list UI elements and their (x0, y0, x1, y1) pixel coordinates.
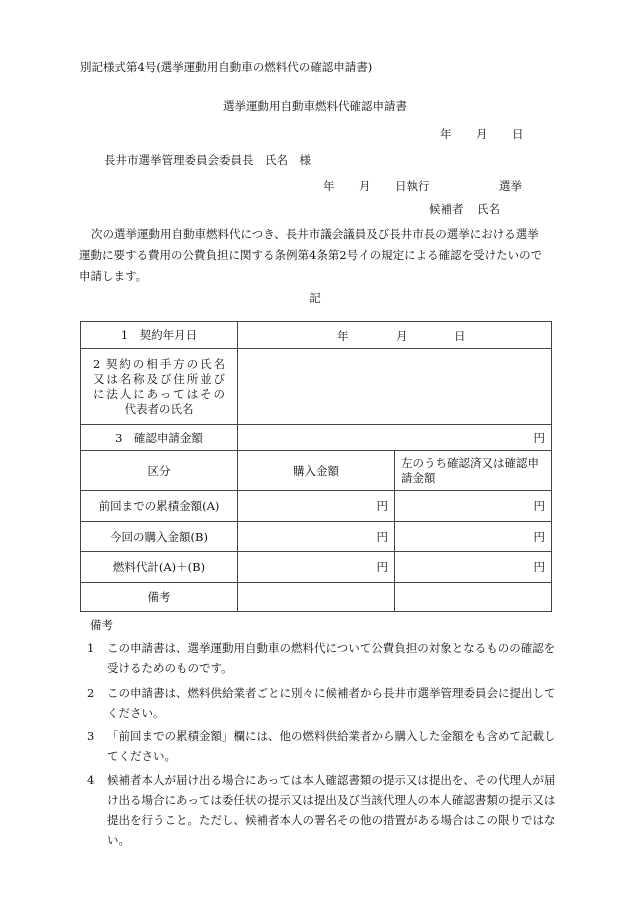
note-item (87, 726, 557, 766)
cumulative-confirmed-field[interactable]: 円 (395, 491, 552, 522)
remarks-label: 備考 (81, 583, 238, 612)
row-label-current: 今回の購入金額(B) (81, 522, 238, 552)
col-header-confirmed: 左のうち確認済又は確認申請金額 (395, 451, 552, 491)
row-label-total: 燃料代計(A)＋(B) (81, 552, 238, 583)
ki-heading: 記 (309, 291, 321, 305)
application-table (80, 321, 552, 612)
requested-amount-field[interactable]: 円 (238, 425, 552, 451)
contract-party-field[interactable] (238, 349, 552, 425)
table-row (81, 522, 552, 552)
note-item (87, 770, 557, 850)
date-year: 年 (440, 127, 452, 141)
recipient: 長井市選挙管理委員会委員長 氏名 様 (104, 153, 311, 167)
requested-amount-label: 3 確認申請金額 (81, 425, 238, 451)
note-item (87, 683, 557, 723)
contract-date-row (81, 322, 552, 349)
table-row (81, 552, 552, 583)
candidate-name-label: 氏名 (477, 202, 500, 216)
candidate-label: 候補者 (429, 202, 464, 216)
contract-party-row (81, 349, 552, 425)
remarks-field-1[interactable] (238, 583, 395, 612)
note-number: 3 (87, 729, 95, 743)
party-line-3: に法人にあってはその (93, 386, 225, 401)
current-confirmed-field[interactable]: 円 (395, 522, 552, 552)
row-label-cumulative: 前回までの累積金額(A) (81, 491, 238, 522)
note-text: この申請書は、選挙運動用自動車の燃料代について公費負担の対象となるものの確認を受けるためのものです。 (107, 641, 556, 675)
contract-day: 日 (454, 329, 466, 343)
cumulative-purchase-field[interactable]: 円 (238, 491, 395, 522)
document-title: 選挙運動用自動車燃料代確認申請書 (223, 99, 407, 113)
contract-month: 月 (396, 329, 408, 343)
notes-heading: 備考 (90, 618, 113, 632)
contract-party-label (81, 349, 238, 425)
table-row (81, 491, 552, 522)
date-month: 月 (476, 127, 488, 141)
contract-year: 年 (337, 329, 349, 343)
current-purchase-field[interactable]: 円 (238, 522, 395, 552)
column-header-row (81, 451, 552, 491)
note-text: 候補者本人が届け出る場合にあっては本人確認書類の提示又は提出を、その代理人が届け出る場合にあっては委任状の提示又は提出及び当該代理人の本人確認書類の提示又は提出を行うこと。ただし、候補者本人の署名その他の措置がある場合はこの限りではない。 (107, 773, 556, 847)
requested-amount-row (81, 425, 552, 451)
party-line-4: 代表者の氏名 (124, 401, 194, 416)
election-label: 選挙 (499, 179, 522, 193)
note-item (87, 638, 557, 678)
col-header-purchase: 購入金額 (238, 451, 395, 491)
date-day: 日 (512, 127, 524, 141)
col-header-category: 区分 (81, 451, 238, 491)
party-line-1: 2 契約の相手方の氏名 (93, 356, 225, 371)
form-id: 別記様式第4号(選挙運動用自動車の燃料代の確認申請書) (80, 60, 373, 74)
exec-day: 日執行 (395, 179, 430, 193)
exec-month: 月 (359, 179, 371, 193)
contract-date-field[interactable] (238, 322, 552, 349)
note-text: 「前回までの累積金額」欄には、他の燃料供給業者から購入した金額をも含めて記載してください。 (107, 729, 556, 763)
note-text: この申請書は、燃料供給業者ごとに別々に候補者から長井市選挙管理委員会に提出してください。 (107, 686, 556, 720)
remarks-field-2[interactable] (395, 583, 552, 612)
note-number: 4 (87, 773, 95, 787)
party-line-2: 又は名称及び住所並び (93, 371, 225, 386)
total-confirmed-field[interactable]: 円 (395, 552, 552, 583)
total-purchase-field[interactable]: 円 (238, 552, 395, 583)
remarks-row (81, 583, 552, 612)
intro-paragraph: 次の選挙運動用自動車燃料代につき、長井市議会議員及び長井市長の選挙における選挙運動に要する費用の公費負担に関する条例第4条第2号イの規定による確認を受けたいので申請します。 (79, 227, 543, 283)
exec-year: 年 (323, 179, 335, 193)
note-number: 2 (87, 686, 95, 700)
note-number: 1 (87, 641, 95, 655)
contract-date-label: 1 契約年月日 (81, 322, 238, 349)
